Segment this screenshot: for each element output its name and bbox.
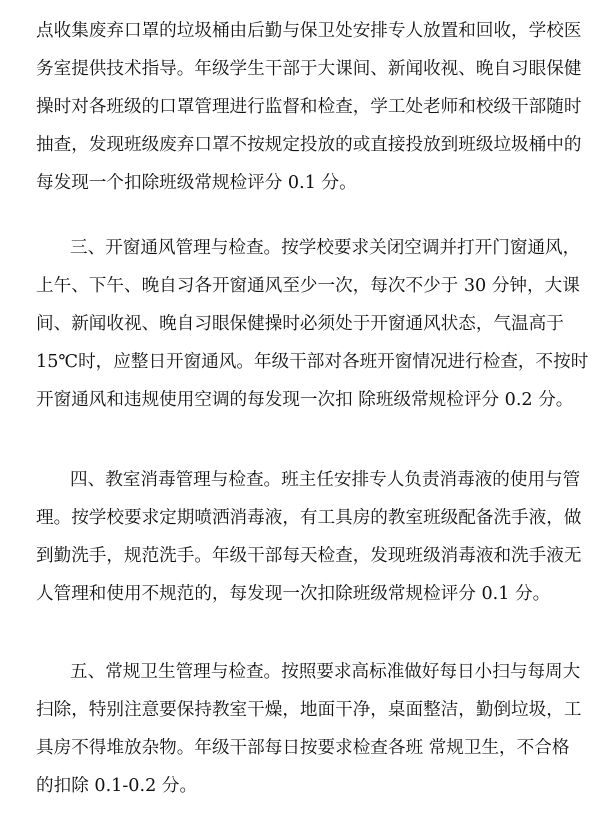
paragraph-line: 人管理和使用不规范的，每发现一次扣除班级常规检评分 0.1 分。 (36, 584, 551, 604)
paragraph-line: 五、常规卫生管理与检查。按照要求高标准做好每日小扫与每周大 (70, 662, 581, 682)
paragraph-line: 具房不得堆放杂物。年级干部每日按要求检查各班 常规卫生，不合格 (36, 738, 570, 758)
paragraph-line: 操时对各班级的口罩管理进行监督和检查，学工处老师和校级干部随时 (36, 97, 582, 117)
paragraph-line: 的扣除 0.1-0.2 分。 (36, 776, 198, 796)
paragraph-line: 理。按学校要求定期喷洒消毒液，有工具房的教室班级配备洗手液，做 (36, 508, 582, 528)
paragraph-line: 开窗通风和违规使用空调的每发现一次扣 除班级常规检评分 0.2 分。 (36, 390, 574, 410)
paragraph-line: 扫除，特别注意要保持教室干燥，地面干净，桌面整洁，勤倒垃圾，工 (36, 700, 582, 720)
paragraph-line: 每发现一个扣除班级常规检评分 0.1 分。 (36, 173, 357, 193)
paragraph-line: 到勤洗手，规范洗手。年级干部每天检查，发现班级消毒液和洗手液无 (36, 546, 582, 566)
paragraph-line: 点收集废弃口罩的垃圾桶由后勤与保卫处安排专人放置和回收，学校医 (36, 21, 582, 41)
paragraph-line: 三、开窗通风管理与检查。按学校要求关闭空调并打开门窗通风， (70, 238, 581, 258)
paragraph-line: 务室提供技术指导。年级学生干部于大课间、新闻收视、晚自习眼保健 (36, 59, 582, 79)
paragraph-line: 15℃时，应整日开窗通风。年级干部对各班开窗情况进行检查，不按时 (36, 352, 589, 372)
paragraph-line: 上午、下午、晚自习各开窗通风至少一次，每次不少于 30 分钟，大课 (36, 276, 580, 296)
paragraph-line: 四、教室消毒管理与检查。班主任安排专人负责消毒液的使用与管 (70, 470, 581, 490)
paragraph-line: 间、新闻收视、晚自习眼保健操时必须处于开窗通风状态，气温高于 (36, 314, 564, 334)
paragraph-line: 抽查，发现班级废弃口罩不按规定投放的或直接投放到班级垃圾桶中的 (36, 135, 582, 155)
